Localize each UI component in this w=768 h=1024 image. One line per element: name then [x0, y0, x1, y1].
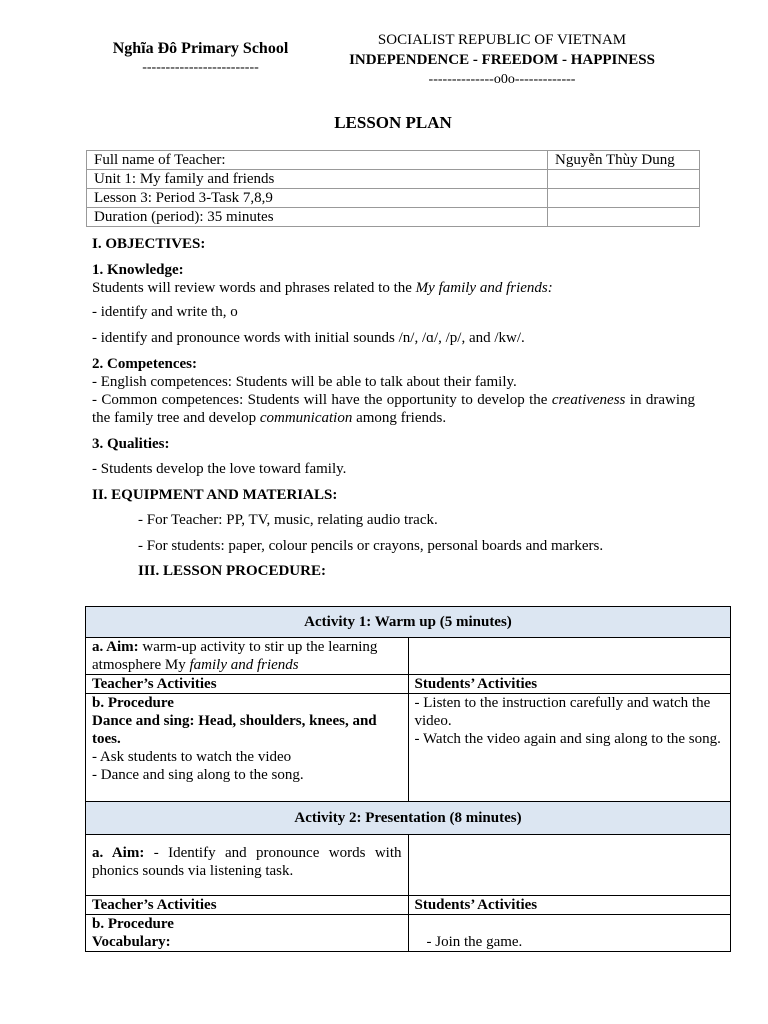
qualities-item: - Students develop the love toward family.: [92, 461, 347, 477]
column-header-row: [86, 675, 731, 694]
aim-label: a. Aim:: [92, 845, 145, 861]
competences-item: [92, 391, 695, 427]
teacher-item: - Dance and sing along to the song.: [92, 767, 304, 783]
competences-text: among friends.: [352, 410, 447, 426]
column-header-row: [86, 896, 731, 915]
motto-divider: --------------o0o-------------: [428, 72, 576, 87]
knowledge-item: - identify and write th, o: [92, 304, 238, 320]
student-item: - Listen to the instruction carefully and watch the video.: [414, 695, 711, 729]
equipment-heading: II. EQUIPMENT AND MATERIALS:: [92, 487, 338, 503]
procedure-label: b. Procedure: [92, 916, 174, 932]
procedure-heading: III. LESSON PROCEDURE:: [138, 563, 326, 579]
procedure-label: b. Procedure: [92, 695, 174, 711]
knowledge-text-plain: Students will review words and phrases related to the: [92, 280, 416, 296]
empty-cell: [408, 835, 731, 896]
teacher-header: Teacher’s Activities: [86, 896, 409, 915]
vocabulary-label: Vocabulary:: [92, 934, 171, 950]
equipment-item: - For students: paper, colour pencils or crayons, personal boards and markers.: [138, 538, 604, 554]
teacher-item: - Ask students to watch the video: [92, 749, 292, 765]
info-label: Duration (period): 35 minutes: [87, 208, 548, 227]
student-item: - Watch the video again and sing along to the song.: [414, 731, 721, 747]
student-item: - Join the game.: [426, 934, 523, 950]
aim-text: warm-up activity to stir up the learning atmosphere My: [92, 639, 378, 673]
equipment-item: - For Teacher: PP, TV, music, relating audio track.: [138, 512, 438, 528]
info-value: Nguyễn Thùy Dung: [548, 151, 700, 170]
info-value: [548, 208, 700, 227]
procedure-row: [86, 694, 731, 802]
national-header: [326, 30, 678, 90]
knowledge-item: - identify and pronounce words with initial sounds /n/, /ɑ/, /p/, and /kw/.: [92, 330, 525, 346]
student-activities: [408, 694, 731, 802]
activity2-aim: [86, 835, 409, 896]
info-row: [87, 170, 700, 189]
document-title: LESSON PLAN: [334, 113, 452, 132]
info-value: [548, 170, 700, 189]
activity2-title: Activity 2: Presentation (8 minutes): [86, 802, 731, 835]
competences-text: - Common competences: Students will have the opportunity to develop the: [92, 392, 552, 408]
national-motto: INDEPENDENCE - FREEDOM - HAPPINESS: [349, 52, 655, 68]
objectives-heading: I. OBJECTIVES:: [92, 236, 206, 252]
knowledge-text-italic: My family and friends:: [415, 280, 553, 296]
activities-table: [85, 606, 731, 952]
competences-item: - English competences: Students will be able to talk about their family.: [92, 374, 517, 390]
school-divider: -------------------------: [142, 60, 259, 75]
lesson-info-table: [86, 150, 700, 227]
empty-cell: [408, 638, 731, 675]
qualities-heading: 3. Qualities:: [92, 436, 170, 452]
song-title: Dance and sing: Head, shoulders, knees, and toes.: [92, 713, 377, 747]
aim-row: [86, 638, 731, 675]
aim-label: a. Aim:: [92, 639, 139, 655]
teacher-activities: [86, 915, 409, 952]
students-header: Students’ Activities: [408, 675, 731, 694]
students-header: Students’ Activities: [408, 896, 731, 915]
info-row: [87, 151, 700, 170]
info-value: [548, 189, 700, 208]
school-name: Nghĩa Đô Primary School: [112, 40, 289, 57]
activity-header-row: [86, 607, 731, 638]
activity1-title: Activity 1: Warm up (5 minutes): [86, 607, 731, 638]
info-label: Unit 1: My family and friends: [87, 170, 548, 189]
school-header: [88, 38, 313, 76]
aim-text: - Identify and pronounce words with phonics sounds via listening task.: [92, 845, 402, 879]
activity-header-row: [86, 802, 731, 835]
aim-italic: family and friends: [189, 657, 299, 673]
competences-heading: 2. Competences:: [92, 356, 197, 372]
info-row: [87, 189, 700, 208]
competences-text: in drawing the family tree and develop: [92, 392, 695, 426]
teacher-header: Teacher’s Activities: [86, 675, 409, 694]
republic-name: SOCIALIST REPUBLIC OF VIETNAM: [377, 32, 627, 48]
activity1-aim: [86, 638, 409, 675]
info-label: Lesson 3: Period 3-Task 7,8,9: [87, 189, 548, 208]
aim-row: [86, 835, 731, 896]
competences-italic: creativeness: [551, 392, 626, 408]
student-activities: [408, 915, 731, 952]
info-label: Full name of Teacher:: [87, 151, 548, 170]
info-row: [87, 208, 700, 227]
knowledge-text: [92, 279, 553, 297]
knowledge-heading: 1. Knowledge:: [92, 262, 184, 278]
procedure-row: [86, 915, 731, 952]
competences-italic: communication: [259, 410, 353, 426]
teacher-activities: [86, 694, 409, 802]
